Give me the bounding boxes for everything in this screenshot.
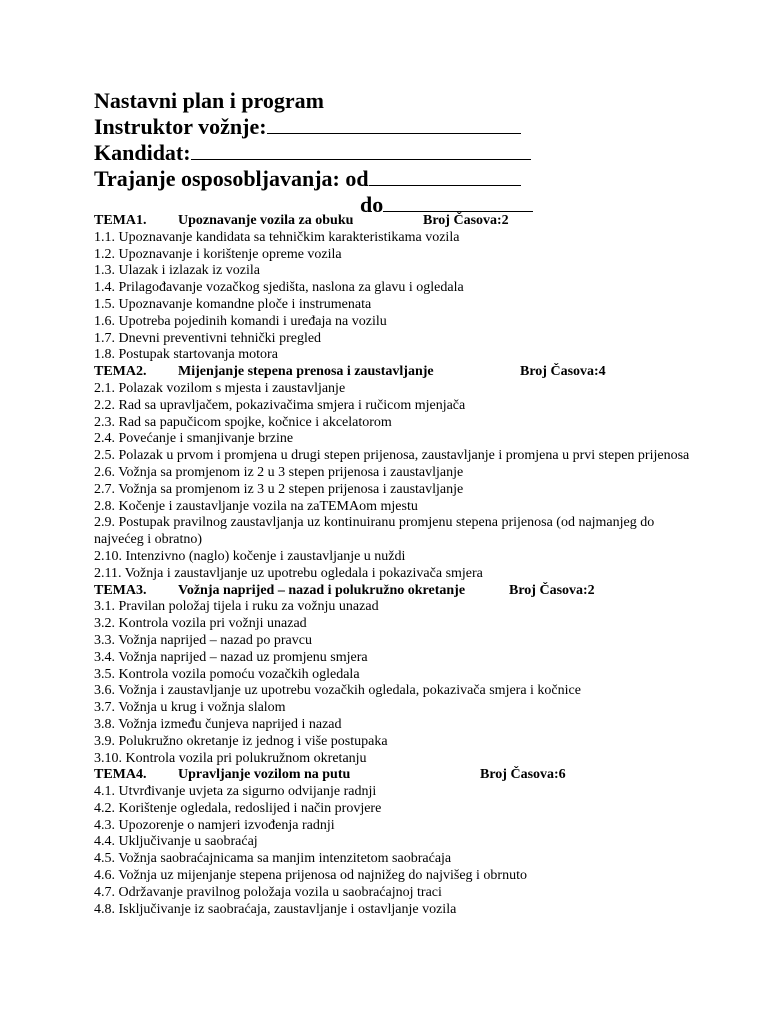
instructor-label: Instruktor vožnje:	[94, 114, 267, 139]
list-item: 4.4. Uključivanje u saobraćaj	[94, 834, 258, 850]
topic-hours: Broj Časova:2	[509, 582, 595, 598]
list-item: 4.2. Korištenje ogledala, redoslijed i način provjere	[94, 800, 382, 816]
list-item: 4.5. Vožnja saobraćajnicama sa manjim intenzitetom saobraćaja	[94, 851, 452, 867]
topic-hours: Broj Časova:2	[423, 213, 509, 228]
topic-heading	[94, 213, 694, 230]
list-item: 4.1. Utvrđivanje uvjeta za sigurno odvijanje radnji	[94, 784, 377, 800]
duration-to-label: do	[360, 192, 384, 217]
topic-code: TEMA3.	[94, 582, 147, 598]
topic-name: Vožnja naprijed – nazad i polukružno okretanje	[178, 582, 466, 598]
list-item: 3.5. Kontrola vozila pomoću vozačkih ogledala	[94, 666, 360, 682]
list-item: 3.9. Polukružno okretanje iz jednog i više postupaka	[94, 733, 388, 749]
topic-name: Upravljanje vozilom na putu	[178, 767, 351, 783]
list-item: 1.3. Ulazak i izlazak iz vozila	[94, 263, 260, 279]
list-item: 3.6. Vožnja i zaustavljanje uz upotrebu vozačkih ogledala, pokazivača smjera i kočnice	[94, 683, 581, 699]
list-item: 4.6. Vožnja uz mijenjanje stepena prijenosa od najnižeg do najvišeg i obrnuto	[94, 868, 527, 884]
document-title: Nastavni plan i program	[94, 88, 325, 113]
list-item: 3.7. Vožnja u krug i vožnja slalom	[94, 700, 286, 716]
topic-name: Upoznavanje vozila za obuku	[178, 213, 354, 228]
duration-to-blank[interactable]	[383, 192, 533, 212]
list-item: 2.11. Vožnja i zaustavljanje uz upotrebu ogledala i pokazivača smjera	[94, 565, 483, 581]
instructor-blank[interactable]	[267, 114, 521, 134]
list-item: 2.3. Rad sa papučicom spojke, kočnice i akcelatorom	[94, 414, 392, 430]
list-item: 2.1. Polazak vozilom s mjesta i zaustavljanje	[94, 380, 346, 396]
list-item: 1.1. Upoznavanje kandidata sa tehničkim karakteristikama vozila	[94, 229, 460, 245]
topic-name: Mijenjanje stepena prenosa i zaustavljanje	[178, 364, 434, 380]
list-item: 2.2. Rad sa upravljačem, pokazivačima smjera i ručicom mjenjača	[94, 397, 466, 413]
topic-heading	[94, 364, 694, 381]
list-item: 3.4. Vožnja naprijed – nazad uz promjenu smjera	[94, 649, 368, 665]
duration-line	[94, 166, 554, 192]
list-item: 4.8. Isključivanje iz saobraćaja, zaustavljanje i ostavljanje vozila	[94, 901, 457, 917]
topics-list	[94, 213, 694, 918]
duration-label: Trajanje osposobljavanja: od	[94, 166, 369, 191]
list-item: 3.3. Vožnja naprijed – nazad po pravcu	[94, 632, 312, 648]
list-item: 1.5. Upoznavanje komandne ploče i instrumenata	[94, 296, 372, 312]
list-item: 1.2. Upoznavanje i korištenje opreme vozila	[94, 246, 342, 262]
topic-hours: Broj Časova:6	[480, 767, 566, 783]
topic-heading	[94, 583, 694, 600]
list-item: 1.6. Upotreba pojedinih komandi i uređaja na vozilu	[94, 313, 387, 329]
list-item: 3.2. Kontrola vozila pri vožnji unazad	[94, 616, 307, 632]
topic-code: TEMA1.	[94, 213, 147, 228]
duration-from-blank[interactable]	[369, 166, 521, 186]
topic-hours: Broj Časova:4	[520, 364, 606, 380]
list-item: 1.4. Prilagođavanje vozačkog sjedišta, naslona za glavu i ogledala	[94, 280, 464, 296]
list-item: 2.8. Kočenje i zaustavljanje vozila na zaTEMAom mjestu	[94, 498, 418, 514]
topic-heading	[94, 767, 694, 784]
list-item: 4.7. Održavanje pravilnog položaja vozila u saobraćajnoj traci	[94, 884, 442, 900]
document-header	[94, 88, 554, 218]
list-item: 3.8. Vožnja između čunjeva naprijed i nazad	[94, 716, 342, 732]
candidate-label: Kandidat:	[94, 140, 191, 165]
list-item: 1.7. Dnevni preventivni tehnički pregled	[94, 330, 322, 346]
list-item: 1.8. Postupak startovanja motora	[94, 347, 278, 363]
list-item: 2.4. Povećanje i smanjivanje brzine	[94, 431, 294, 447]
list-item: 2.10. Intenzivno (naglo) kočenje i zaustavljanje u nuždi	[94, 548, 406, 564]
instructor-line	[94, 114, 554, 140]
list-item: 2.9. Postupak pravilnog zaustavljanja uz kontinuiranu promjenu stepena prijenosa (od najmanjeg do najvećeg i obratno)	[94, 515, 655, 548]
list-item: 2.6. Vožnja sa promjenom iz 2 u 3 stepen prijenosa i zaustavljanje	[94, 464, 464, 480]
list-item: 3.10. Kontrola vozila pri polukružnom okretanju	[94, 750, 367, 766]
list-item: 3.1. Pravilan položaj tijela i ruku za vožnju unazad	[94, 599, 379, 615]
list-item: 4.3. Upozorenje o namjeri izvođenja radnji	[94, 817, 335, 833]
list-item: 2.7. Vožnja sa promjenom iz 3 u 2 stepen prijenosa i zaustavljanje	[94, 481, 464, 497]
candidate-blank[interactable]	[191, 140, 531, 160]
candidate-line	[94, 140, 554, 166]
list-item: 2.5. Polazak u prvom i promjena u drugi stepen prijenosa, zaustavljanje i promjena u prvi stepen prijenosa	[94, 448, 690, 464]
topic-code: TEMA4.	[94, 767, 147, 783]
topic-code: TEMA2.	[94, 364, 147, 380]
